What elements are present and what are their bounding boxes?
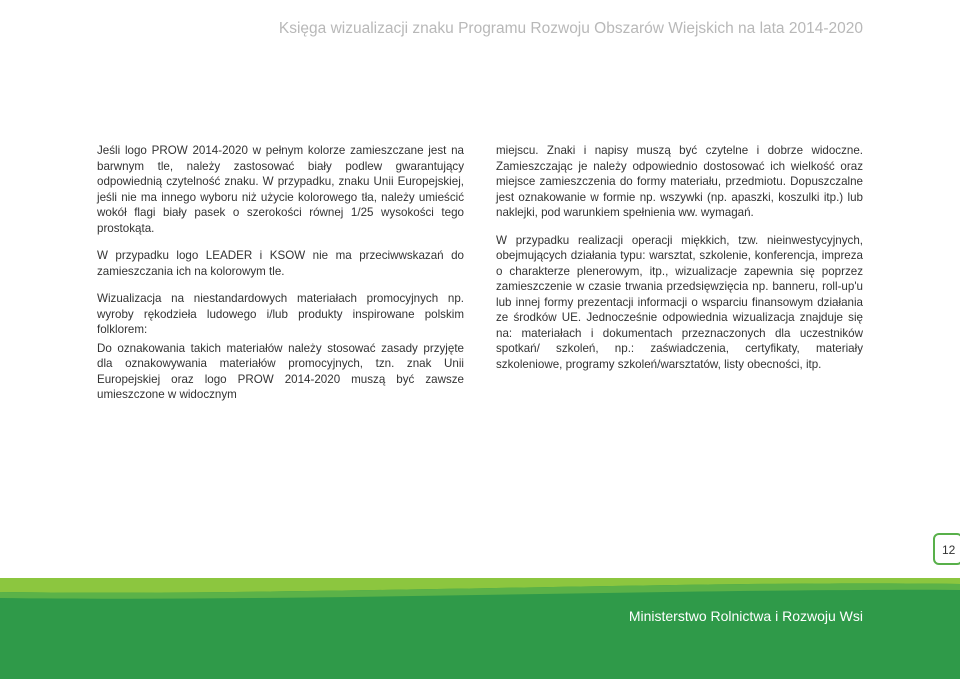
footer-wave-decoration (0, 578, 960, 608)
section-heading-nonstandard-materials: Wizualizacja na niestandardowych materiałach promocyjnych np. wyroby rękodzieła ludowego i/lub produkty inspirowane polskim folklorem: (97, 292, 464, 336)
paragraph-readability: miejscu. Znaki i napisy muszą być czytelne i dobrze widoczne. Zamieszczając je należy odpowiednio dostosować ich wielkość oraz miejsce zamieszczenia do formy materiału, przedmiotu. Dopuszczalne jest oznakowanie w formie np. wszywki (np. apaszki, koszulki itp.) lub naklejki, pod warunkiem spełnienia ww. wymagań. (496, 144, 863, 219)
page-number-badge: 12 (933, 533, 960, 565)
paragraph-background-logo: Jeśli logo PROW 2014-2020 w pełnym kolorze zamieszczane jest na barwnym tle, należy zastosować biały podlew gwarantujący odpowiednią czytelność znaku. W przypadku, znaku Unii Europejskiej, jeśli nie ma innego wyboru niż użycie kolorowego tła, należy umieścić wokół flagi biały pasek o szerokości równej 1/25 wysokości tego prostokąta. (97, 144, 464, 235)
paragraph-leader-ksow: W przypadku logo LEADER i KSOW nie ma przeciwwskazań do zamieszczania ich na kolorowym tle. (97, 249, 464, 278)
footer-ministry-name: Ministerstwo Rolnictwa i Rozwoju Wsi (628, 608, 863, 624)
left-text-column (97, 143, 464, 415)
paragraph-soft-operations: W przypadku realizacji operacji miękkich, tzw. nieinwestycyjnych, obejmujących działania typu: warsztat, szkolenie, konferencja, impreza o charakterze plenerowym, itp., wizualizacje zapewnia się poprzez zamieszczenie w czasie trwania przedsięwzięcia np. banneru, roll-up'u lub innej formy prezentacji informacji o wsparciu finansowym działania ze środków UE. Jednocześnie odpowiednia wizualizacja znajduje się na: materiałach i dokumentach przeznaczonych dla uczestników spotkań/ szkoleń, np.: zaświadczenia, certyfikaty, materiały szkoleniowe, programy szkoleń/warsztatów, listy obecności, itp. (496, 233, 863, 371)
paragraph-marking-rules: Do oznakowania takich materiałów należy stosować zasady przyjęte dla oznakowywania materiałów promocyjnych, tzn. znak Unii Europejskiej oraz logo PROW 2014-2020 muszą być zawsze umieszczone w widocznym (97, 341, 464, 401)
document-header-title: Księga wizualizacji znaku Programu Rozwoju Obszarów Wiejskich na lata 2014-2020 (278, 20, 863, 37)
right-text-column (496, 143, 863, 384)
footer-band (0, 578, 960, 679)
